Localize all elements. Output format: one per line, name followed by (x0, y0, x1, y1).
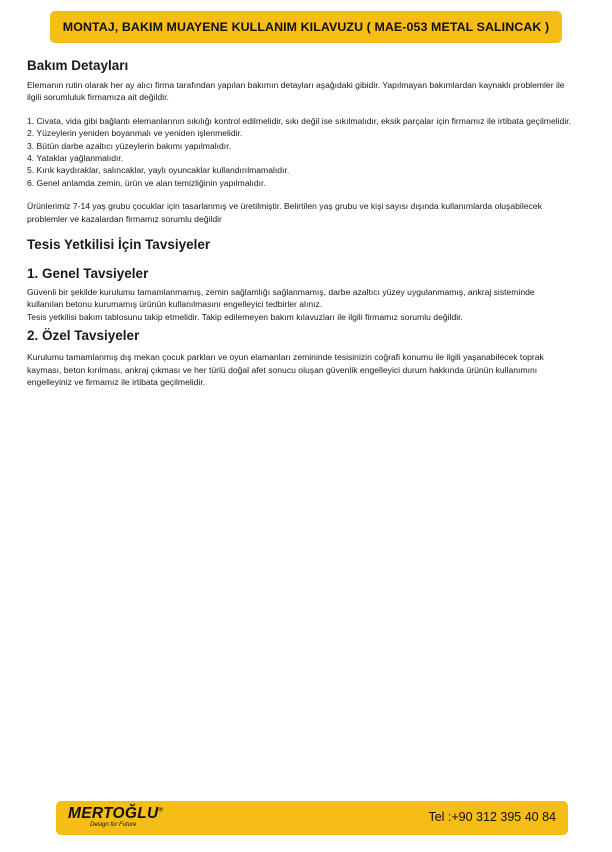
brand-tagline: Design for Future (90, 822, 137, 828)
general-line: Tesis yetkilisi bakım tablosunu takip etmelidir. Takip edilemeyen bakım kılavuzları ile ilgili firmamız sorumlu değildir. (27, 311, 463, 322)
document-title: MONTAJ, BAKIM MUAYENE KULLANIM KILAVUZU ( MAE-053 METAL SALINCAK ) (62, 20, 550, 34)
footer-bar (56, 801, 568, 835)
age-note-line: problemler ve kazalardan firmamız sorumlu değildir (27, 213, 222, 224)
special-line: Kurulumu tamamlanmış dış mekan çocuk parkları ve oyun elamanları zemininde tesisinizin coğrafi konumu ile ilgili yaşanabilecek toprak (27, 352, 544, 363)
phone-number: Tel :+90 312 395 40 84 (428, 810, 556, 824)
age-note-line: Ürünlerimiz 7-14 yaş grubu çocuklar için tasarlanmış ve üretilmiştir. Belirtilen yaş grubu ve kişi sayısı dışında kullanımlarda oluşabilecek (27, 201, 542, 212)
maintenance-intro (27, 79, 582, 104)
list-item: 6. Genel anlamda zemin, ürün ve alan temizliğinin yapılmalıdır. (27, 177, 266, 188)
special-recommendations-heading: 2. Özel Tavsiyeler (27, 328, 140, 344)
intro-line: Elemanın rutin olarak her ay alıcı firma tarafından yapılan bakımın detayları aşağıdaki gibidir. Yapılmayan bakımlardan kaynaklı problemler ile (27, 80, 565, 90)
facility-heading: Tesis Yetkilisi İçin Tavsiyeler (27, 237, 211, 253)
special-line: kayması, beton kırılması, ankraj çıkması ve her türlü doğal afet sonucu oluşan güvenlik engelleyici durum hakkında ürünün kullanımını (27, 364, 538, 375)
general-line: kullanılan betonu kurumamış ürünün kullanılmasını engelleyici tedbirler alınız. (27, 299, 323, 310)
brand-logo (68, 805, 178, 828)
list-item: 5. Kırık kaydıraklar, salıncaklar, yaylı oyuncaklar kullandırılmamalıdır. (27, 165, 290, 176)
header-bar (50, 11, 562, 43)
maintenance-heading: Bakım Detayları (27, 58, 129, 73)
main-content (27, 58, 582, 389)
age-note (27, 200, 582, 225)
intro-line: ilgili sorumluluk firmamıza ait değildir. (27, 92, 169, 103)
general-line: Güvenli bir şekilde kurulumu tamamlanmamış, zemin sağlamlığı sağlanmamış, darbe azaltıcı yüzey uygulanmamış, ankraj sisteminde (27, 287, 535, 298)
list-item: 3. Bütün darbe azaltıcı yüzeylerin bakımı yapılmalıdır. (27, 140, 231, 151)
maintenance-list (27, 115, 582, 189)
registered-mark: ® (158, 807, 163, 814)
special-recommendations (27, 351, 582, 388)
list-item: 4. Yataklar yağlanmalıdır. (27, 153, 124, 164)
general-recommendations-heading: 1. Genel Tavsiyeler (27, 266, 149, 282)
special-line: engelleyiniz ve firmamız ile irtibata geçilmelidir. (27, 377, 206, 388)
list-item: 1. Civata, vida gibi bağlantı elemanlarının sıkılığı kontrol edilmelidir, sıkı değil ise sıkılmalıdır, eksik parçalar için firmamız ile irtibata geçilmelidir. (27, 115, 572, 126)
brand-name: MERTOĞLU (68, 805, 159, 822)
general-recommendations (27, 286, 582, 323)
list-item: 2. Yüzeylerin yeniden boyanmalı ve yeniden işlenmelidir. (27, 128, 243, 139)
